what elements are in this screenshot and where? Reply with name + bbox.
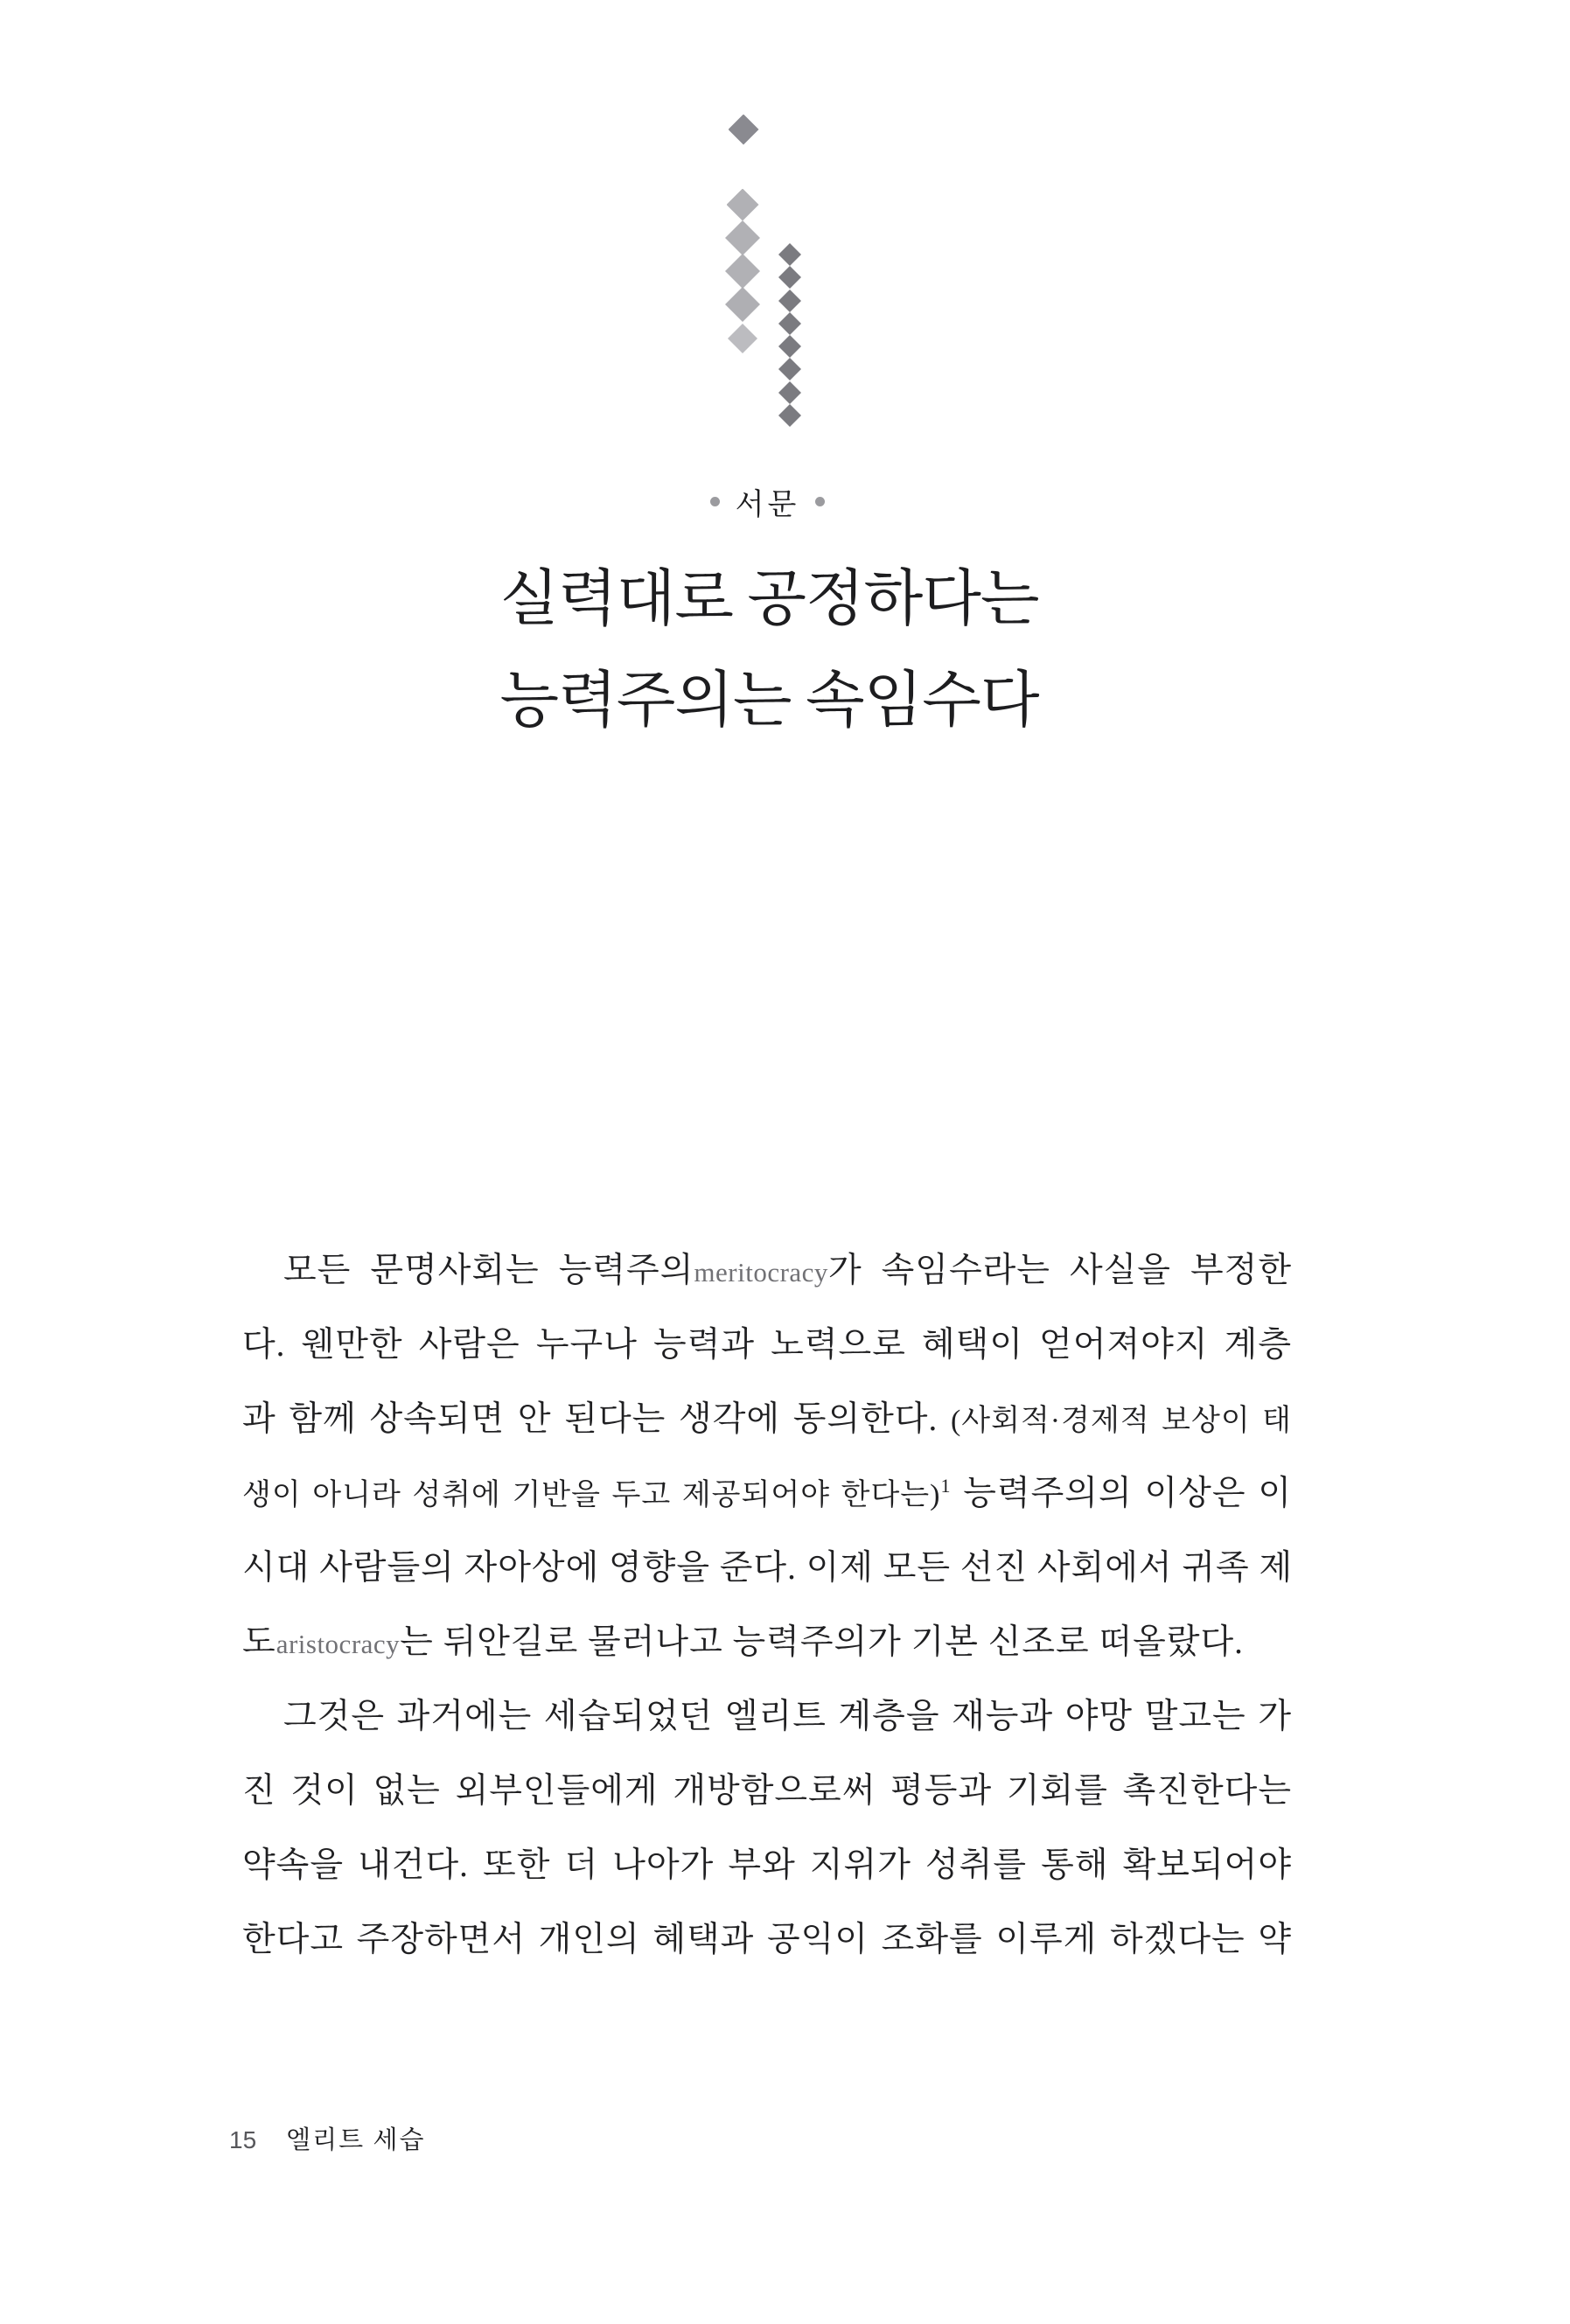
page-title-line-1: 실력대로 공정하다는: [499, 566, 1039, 633]
body-text-segment: 한다고 주장하면서 개인의 혜택과 공익이 조화를 이루게 하겠다는 약: [242, 1921, 1292, 1958]
body-text-segment: 도: [242, 1623, 276, 1661]
diamond-icon: [729, 115, 759, 145]
page-number: 15: [229, 2126, 257, 2153]
bullet-dot-right-icon: [815, 497, 825, 506]
body-line: [242, 1605, 1292, 1679]
footnote-reference: 1: [940, 1475, 952, 1497]
body-text-segment: 그것은 과거에는 세습되었던 엘리트 계층을 재능과 야망 말고는 가: [283, 1698, 1292, 1735]
body-line: [242, 1382, 1292, 1456]
section-label-text: 서문: [735, 488, 800, 521]
body-line: [242, 1308, 1292, 1382]
latin-term: meritocracy: [694, 1257, 828, 1288]
body-line: [242, 1531, 1292, 1605]
diamond-icon: [725, 220, 760, 255]
page-title-line-2: 능력주의는 속임수다: [499, 667, 1039, 735]
body-line: [242, 1679, 1292, 1754]
body-line: [242, 1233, 1292, 1308]
diamond-icon: [778, 335, 801, 358]
diamond-icon: [778, 358, 801, 380]
diamond-icon: [778, 312, 801, 335]
latin-term: aristocracy: [276, 1629, 401, 1659]
diamond-icon: [778, 266, 801, 289]
diamond-icon: [778, 404, 801, 427]
book-title: 엘리트 세습: [286, 2126, 426, 2154]
body-line: [242, 1456, 1292, 1531]
body-text-segment: 모든 문명사회는 능력주의: [283, 1252, 694, 1289]
section-label: [0, 483, 1553, 520]
body-text-segment: 약속을 내건다. 또한 더 나아가 부와 지위가 성취를 통해 확보되어야: [242, 1846, 1292, 1884]
body-text-segment: 진 것이 없는 외부인들에게 개방함으로써 평등과 기회를 촉진한다는: [242, 1772, 1292, 1810]
body-text-segment: 능력주의의 이상은 이: [951, 1475, 1292, 1512]
body-text-segment: 가 속임수라는 사실을 부정한: [827, 1252, 1292, 1289]
body-text-segment: 다. 웬만한 사람은 누구나 능력과 노력으로 혜택이 얻어져야지 계층: [242, 1326, 1292, 1364]
body-line: [242, 1902, 1292, 1977]
diamond-icon: [725, 287, 760, 322]
body-text-segment: 과 함께 상속되면 안 된다는 생각에 동의한다.: [242, 1400, 951, 1438]
bullet-dot-left-icon: [710, 497, 720, 506]
diamond-icon: [778, 243, 801, 266]
page-title: [0, 549, 1554, 752]
body-line: [242, 1828, 1292, 1902]
body-line: [242, 1754, 1292, 1828]
diamond-ornament: [0, 0, 1570, 455]
parenthetical-text: (사회적·경제적 보상이 태: [950, 1405, 1292, 1437]
body-text-segment: 는 뒤안길로 물러나고 능력주의가 기본 신조로 떠올랐다.: [400, 1623, 1244, 1661]
body-text: [242, 1233, 1292, 1977]
diamond-icon: [778, 290, 801, 312]
diamond-icon: [725, 254, 760, 289]
diamond-icon: [728, 324, 757, 353]
body-text-segment: 시대 사람들의 자아상에 영향을 준다. 이제 모든 선진 사회에서 귀족 제: [242, 1549, 1294, 1587]
parenthetical-text: 생이 아니라 성취에 기반을 두고 제공되어야 한다는): [242, 1479, 941, 1511]
diamond-icon: [778, 381, 801, 404]
page-footer: [229, 2120, 425, 2156]
diamond-icon: [727, 189, 759, 221]
